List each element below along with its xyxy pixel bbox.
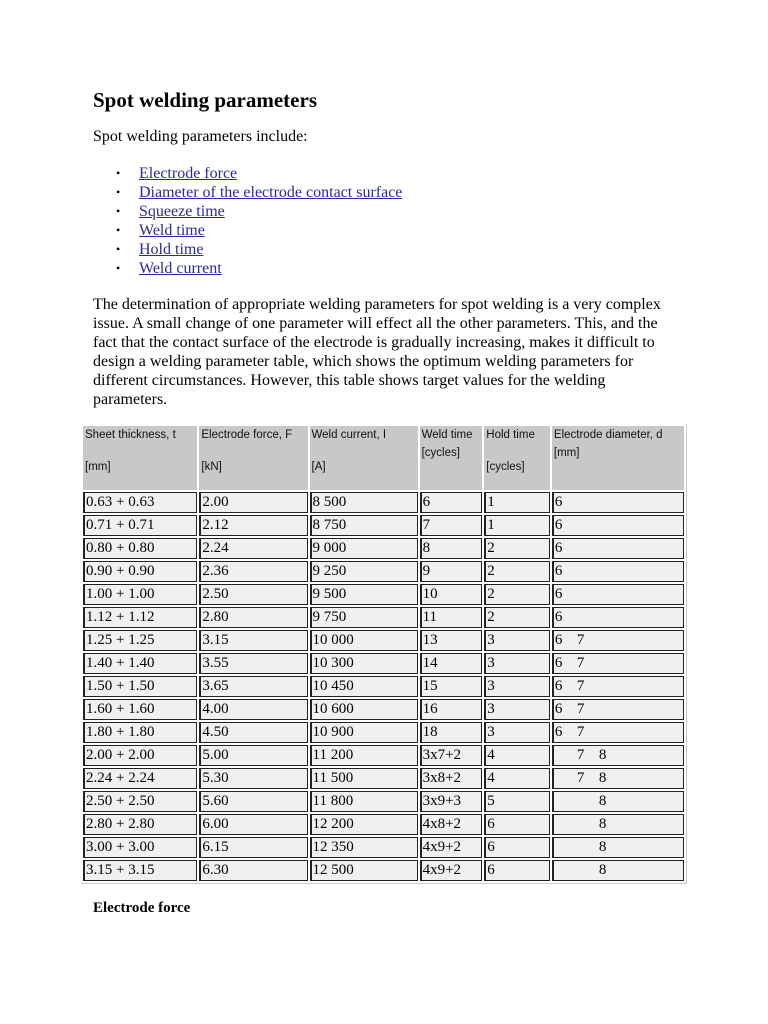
cell-electrode-diameter: 6 [552, 515, 684, 536]
cell-electrode-diameter: 6 [552, 561, 684, 582]
cell-electrode-diameter: 6 [552, 607, 684, 628]
table-row [83, 538, 684, 559]
list-item [93, 183, 402, 202]
cell-force: 5.60 [199, 791, 307, 812]
link-electrode-force[interactable]: Electrode force [139, 165, 238, 182]
cell-hold-time: 6 [484, 837, 550, 858]
table-row [83, 515, 684, 536]
list-item [93, 259, 402, 278]
table-row [83, 676, 684, 697]
cell-force: 4.50 [199, 722, 307, 743]
cell-current: 9 750 [310, 607, 418, 628]
parameter-link-list [93, 164, 402, 278]
cell-thickness: 1.50 + 1.50 [83, 676, 197, 697]
cell-thickness: 0.80 + 0.80 [83, 538, 197, 559]
cell-electrode-diameter: 8 [552, 814, 684, 835]
cell-hold-time: 5 [484, 791, 550, 812]
cell-electrode-diameter: 8 [552, 791, 684, 812]
cell-force: 4.00 [199, 699, 307, 720]
description-paragraph: The determination of appropriate welding parameters for spot welding is a very complex issue. A small change of one parameter will effect all the other parameters. This, and the fact that the contact surface of the electrode is gradually increasing, makes it difficult to design a welding parameter table, which shows the optimum welding parameters for different circumstances. However, this table shows target values for the welding parameters. [93, 296, 661, 408]
table-row [83, 699, 684, 720]
cell-thickness: 0.63 + 0.63 [83, 492, 197, 513]
cell-thickness: 1.80 + 1.80 [83, 722, 197, 743]
cell-weld-time: 13 [420, 630, 483, 651]
cell-thickness: 1.40 + 1.40 [83, 653, 197, 674]
table-row [83, 607, 684, 628]
cell-hold-time: 4 [484, 768, 550, 789]
cell-electrode-diameter: 6 7 [552, 630, 684, 651]
cell-force: 6.30 [199, 860, 307, 881]
link-squeeze-time[interactable]: Squeeze time [139, 203, 225, 220]
table-row [83, 814, 684, 835]
cell-force: 5.00 [199, 745, 307, 766]
cell-thickness: 2.50 + 2.50 [83, 791, 197, 812]
cell-current: 8 750 [310, 515, 418, 536]
section-heading: Electrode force [93, 900, 191, 916]
cell-hold-time: 3 [484, 699, 550, 720]
cell-force: 3.55 [199, 653, 307, 674]
cell-electrode-diameter: 8 [552, 860, 684, 881]
cell-thickness: 1.60 + 1.60 [83, 699, 197, 720]
cell-hold-time: 3 [484, 676, 550, 697]
cell-thickness: 0.90 + 0.90 [83, 561, 197, 582]
header-hold-time: Hold time [cycles] [484, 426, 550, 490]
table-row [83, 860, 684, 881]
cell-weld-time: 14 [420, 653, 483, 674]
cell-force: 5.30 [199, 768, 307, 789]
cell-electrode-diameter: 6 [552, 584, 684, 605]
cell-current: 11 800 [310, 791, 418, 812]
cell-thickness: 0.71 + 0.71 [83, 515, 197, 536]
cell-current: 12 350 [310, 837, 418, 858]
cell-weld-time: 9 [420, 561, 483, 582]
cell-force: 2.12 [199, 515, 307, 536]
cell-weld-time: 4x9+2 [420, 837, 483, 858]
cell-hold-time: 4 [484, 745, 550, 766]
cell-thickness: 1.00 + 1.00 [83, 584, 197, 605]
cell-force: 3.15 [199, 630, 307, 651]
cell-hold-time: 3 [484, 630, 550, 651]
cell-electrode-diameter: 6 7 [552, 676, 684, 697]
cell-current: 11 500 [310, 768, 418, 789]
cell-hold-time: 2 [484, 561, 550, 582]
table-row [83, 584, 684, 605]
bullet-icon: • [116, 204, 121, 218]
cell-current: 12 500 [310, 860, 418, 881]
cell-weld-time: 18 [420, 722, 483, 743]
cell-hold-time: 2 [484, 607, 550, 628]
cell-weld-time: 15 [420, 676, 483, 697]
cell-electrode-diameter: 6 7 [552, 722, 684, 743]
intro-text: Spot welding parameters include: [93, 128, 308, 145]
bullet-icon: • [116, 166, 121, 180]
table-row [83, 630, 684, 651]
table-header-row [83, 426, 684, 490]
table-row [83, 561, 684, 582]
cell-weld-time: 8 [420, 538, 483, 559]
cell-weld-time: 7 [420, 515, 483, 536]
list-item [93, 164, 402, 183]
cell-force: 6.00 [199, 814, 307, 835]
cell-current: 10 900 [310, 722, 418, 743]
cell-electrode-diameter: 8 [552, 837, 684, 858]
table-row [83, 768, 684, 789]
header-sheet-thickness: Sheet thickness, t [mm] [83, 426, 197, 490]
header-electrode-force: Electrode force, F [kN] [199, 426, 307, 490]
cell-force: 3.65 [199, 676, 307, 697]
cell-current: 9 250 [310, 561, 418, 582]
cell-force: 6.15 [199, 837, 307, 858]
cell-current: 11 200 [310, 745, 418, 766]
cell-weld-time: 4x8+2 [420, 814, 483, 835]
cell-thickness: 3.00 + 3.00 [83, 837, 197, 858]
header-weld-time: Weld time [cycles] [420, 426, 483, 490]
cell-hold-time: 2 [484, 584, 550, 605]
cell-hold-time: 3 [484, 653, 550, 674]
cell-thickness: 1.12 + 1.12 [83, 607, 197, 628]
bullet-icon: • [116, 223, 121, 237]
cell-current: 9 500 [310, 584, 418, 605]
cell-hold-time: 6 [484, 860, 550, 881]
cell-current: 8 500 [310, 492, 418, 513]
list-item [93, 202, 402, 221]
cell-force: 2.36 [199, 561, 307, 582]
cell-thickness: 2.00 + 2.00 [83, 745, 197, 766]
cell-thickness: 2.24 + 2.24 [83, 768, 197, 789]
cell-electrode-diameter: 6 7 [552, 699, 684, 720]
cell-current: 9 000 [310, 538, 418, 559]
cell-force: 2.00 [199, 492, 307, 513]
bullet-icon: • [116, 261, 121, 275]
cell-force: 2.24 [199, 538, 307, 559]
cell-force: 2.50 [199, 584, 307, 605]
cell-weld-time: 3x7+2 [420, 745, 483, 766]
cell-hold-time: 1 [484, 515, 550, 536]
cell-current: 12 200 [310, 814, 418, 835]
cell-electrode-diameter: 6 [552, 492, 684, 513]
cell-electrode-diameter: 6 7 [552, 653, 684, 674]
cell-hold-time: 3 [484, 722, 550, 743]
cell-thickness: 3.15 + 3.15 [83, 860, 197, 881]
cell-weld-time: 6 [420, 492, 483, 513]
cell-thickness: 2.80 + 2.80 [83, 814, 197, 835]
cell-force: 2.80 [199, 607, 307, 628]
cell-current: 10 450 [310, 676, 418, 697]
cell-hold-time: 6 [484, 814, 550, 835]
bullet-icon: • [116, 185, 121, 199]
bullet-icon: • [116, 242, 121, 256]
cell-current: 10 300 [310, 653, 418, 674]
cell-weld-time: 16 [420, 699, 483, 720]
table-row [83, 653, 684, 674]
table-body [83, 492, 684, 881]
link-hold-time[interactable]: Hold time [139, 241, 204, 258]
table-row [83, 492, 684, 513]
cell-weld-time: 10 [420, 584, 483, 605]
cell-weld-time: 3x9+3 [420, 791, 483, 812]
list-item [93, 240, 402, 259]
cell-weld-time: 4x9+2 [420, 860, 483, 881]
cell-electrode-diameter: 7 8 [552, 768, 684, 789]
cell-weld-time: 11 [420, 607, 483, 628]
cell-hold-time: 1 [484, 492, 550, 513]
link-electrode-diameter[interactable]: Diameter of the electrode contact surface [139, 184, 403, 201]
welding-parameters-table [81, 424, 687, 884]
table-row [83, 837, 684, 858]
link-weld-time[interactable]: Weld time [139, 222, 205, 239]
table-row [83, 791, 684, 812]
list-item [93, 221, 402, 240]
cell-weld-time: 3x8+2 [420, 768, 483, 789]
cell-hold-time: 2 [484, 538, 550, 559]
link-weld-current[interactable]: Weld current [139, 260, 222, 277]
page-title: Spot welding parameters [93, 88, 317, 112]
cell-electrode-diameter: 7 8 [552, 745, 684, 766]
cell-thickness: 1.25 + 1.25 [83, 630, 197, 651]
cell-electrode-diameter: 6 [552, 538, 684, 559]
cell-current: 10 000 [310, 630, 418, 651]
table-row [83, 745, 684, 766]
table-row [83, 722, 684, 743]
header-weld-current: Weld current, I [A] [310, 426, 418, 490]
cell-current: 10 600 [310, 699, 418, 720]
header-electrode-diameter: Electrode diameter, d [mm] [552, 426, 684, 490]
